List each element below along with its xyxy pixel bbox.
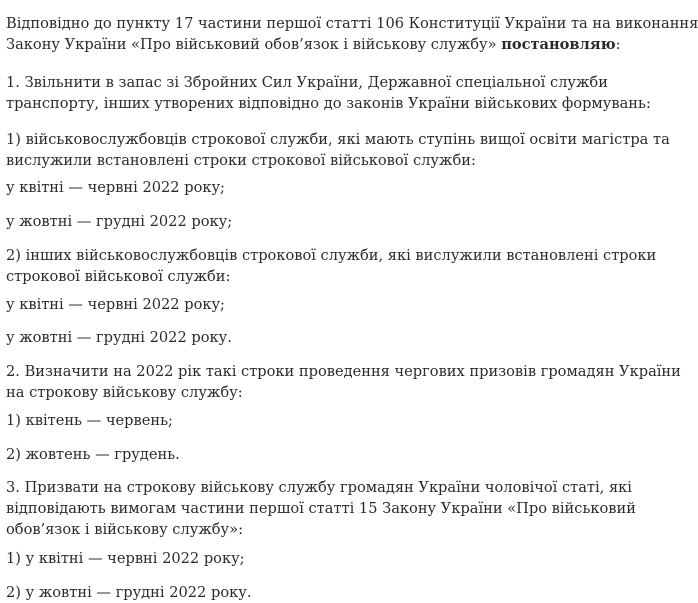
subparagraph-2-2: 2) жовтень — грудень. [6, 446, 180, 463]
subparagraph-1-1-line-2: вислужили встановлені строки строкової військової служби: [6, 152, 476, 169]
paragraph-3-line-3: обов’язок і військову службу»: [6, 521, 243, 538]
paragraph-1 [6, 72, 651, 114]
subparagraph-1-2-period-a: у квітні — червні 2022 року; [6, 296, 225, 313]
subparagraph-1-1-line-1: 1) військовослужбовців строкової служби, які мають ступінь вищої освіти магістра та [6, 131, 670, 148]
paragraph-3-line-1: 3. Призвати на строкову військову службу громадян України чоловічої статі, які [6, 479, 632, 496]
paragraph-1-line-1: 1. Звільнити в запас зі Збройних Сил України, Державної спеціальної служби [6, 74, 608, 91]
paragraph-2-line-2: на строкову військову службу: [6, 384, 243, 401]
subparagraph-1-2-line-1: 2) інших військовослужбовців строкової служби, які вислужили встановлені строки [6, 247, 657, 264]
subparagraph-1-1-period-a: у квітні — червні 2022 року; [6, 179, 225, 196]
decree-keyword: постановляю [501, 36, 616, 53]
subparagraph-2-1: 1) квітень — червень; [6, 412, 173, 429]
paragraph-3 [6, 477, 636, 540]
paragraph-1-line-2: транспорту, інших утворених відповідно до законів України військових формувань: [6, 95, 651, 112]
intro-line-1: Відповідно до пункту 17 частини першої статті 106 Конституції України та на виконання [6, 15, 698, 32]
subparagraph-1-1-period-b: у жовтні — грудні 2022 року; [6, 213, 233, 230]
intro-line-2-text: Закону України «Про військовий обов’язок і військову службу» [6, 36, 502, 53]
subparagraph-3-2: 2) у жовтні — грудні 2022 року. [6, 584, 252, 601]
paragraph-2-line-1: 2. Визначити на 2022 рік такі строки проведення чергових призовів громадян України [6, 363, 681, 380]
intro-line-2-colon: : [615, 36, 621, 53]
intro-line-2 [6, 34, 698, 55]
subparagraph-3-1: 1) у квітні — червні 2022 року; [6, 550, 245, 567]
paragraph-2 [6, 361, 681, 403]
subparagraph-1-2-period-b: у жовтні — грудні 2022 року. [6, 329, 232, 346]
subparagraph-1-1 [6, 129, 670, 171]
intro-paragraph [6, 13, 698, 55]
subparagraph-1-2-line-2: строкової військової служби: [6, 268, 231, 285]
subparagraph-1-2 [6, 245, 656, 287]
paragraph-3-line-2: відповідають вимогам частини першої статті 15 Закону України «Про військовий [6, 500, 636, 517]
